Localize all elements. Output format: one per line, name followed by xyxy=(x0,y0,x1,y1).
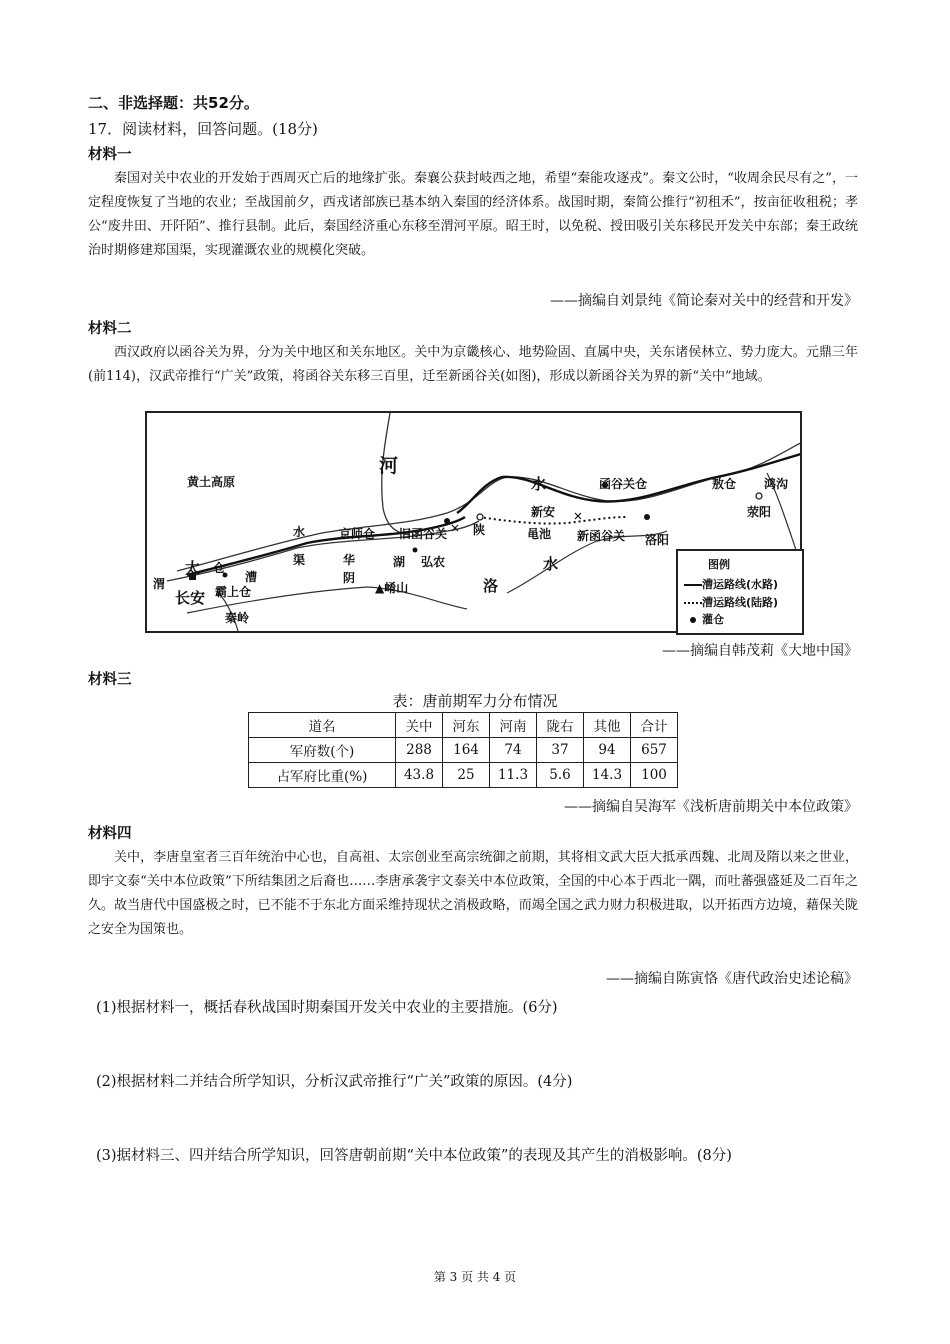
table-cell: 25 xyxy=(443,763,490,788)
label-wei: 渭 xyxy=(153,577,166,591)
table-cell: 657 xyxy=(631,738,678,763)
label-he: 河 xyxy=(379,455,399,477)
label-hongnong: 弘农 xyxy=(421,555,446,569)
table-cell: 43.8 xyxy=(396,763,443,788)
material1-source: ——摘编自刘景纯《简论秦对关中的经营和开发》 xyxy=(550,293,858,309)
table-header-cell: 道名 xyxy=(249,713,396,738)
table-row xyxy=(249,738,678,763)
label-luo: 洛 xyxy=(483,577,499,595)
material3-label: 材料三 xyxy=(88,672,132,688)
label-cang: 仓 xyxy=(213,561,226,575)
table-header-cell: 其他 xyxy=(584,713,631,738)
label-tai: 太 xyxy=(185,559,201,577)
table-header-cell: 关中 xyxy=(396,713,443,738)
table-cell: 37 xyxy=(537,738,584,763)
label-qu: 渠 xyxy=(293,553,306,567)
label-changan: 长安 xyxy=(175,589,206,607)
label-hanguguan-old: 函谷关仓 xyxy=(599,477,648,491)
table-cell: 5.6 xyxy=(537,763,584,788)
table-cell: 11.3 xyxy=(490,763,537,788)
label-xinan: 新安 xyxy=(531,505,556,519)
material1-text: 秦国对关中农业的开发始于西周灭亡后的地缘扩张。秦襄公获封岐西之地，希望“秦能攻逐戎”。秦文公时，“收周余民尽有之”，一定程度恢复了当地的农业；至战国前夕，西戎诸部族已基本纳入秦国的经济体系。战国时期，秦简公推行“初租禾”，按亩征收租税；孝公“废井田、开阡陌”、推行县制。此后，秦国经济重心东移至渭河平原。昭王时，以免税、授田吸引关东移民开发关中东部；秦王政统治时期修建郑国渠，实现灌溉农业的规模化突破。 xyxy=(88,171,858,258)
table-cell: 164 xyxy=(443,738,490,763)
label-xingyang: 荥阳 xyxy=(747,505,772,519)
legend-land-label: 漕运路线(陆路) xyxy=(702,596,779,609)
sub-question-3: (3)据材料三、四并结合所学知识，回答唐朝前期“关中本位政策”的表现及其产生的消极影响。(8分) xyxy=(96,1148,732,1164)
material2-source: ——摘编自韩茂莉《大地中国》 xyxy=(662,643,858,659)
label-yin: 阴 xyxy=(343,571,356,585)
legend-granary xyxy=(684,611,724,627)
army-distribution-table xyxy=(248,712,678,788)
label-hu: 湖 xyxy=(393,555,406,569)
sub-question-2: (2)根据材料二并结合所学知识，分析汉武帝推行“广关”政策的原因。(4分) xyxy=(96,1074,573,1090)
label-honggou: 鸿沟 xyxy=(764,477,789,491)
material3-source: ——摘编自吴海军《浅析唐前期关中本位政策》 xyxy=(564,799,858,815)
map-legend xyxy=(676,549,804,635)
material4-label: 材料四 xyxy=(88,826,132,842)
section-title: 二、非选择题：共52分。 xyxy=(88,94,259,112)
legend-water-line xyxy=(684,580,702,590)
legend-granary-label: 灌仓 xyxy=(702,613,724,626)
label-jiu-hanguguan: 旧函谷关 xyxy=(399,527,448,541)
table-cell: 288 xyxy=(396,738,443,763)
table-header-row xyxy=(249,713,678,738)
material2-label: 材料二 xyxy=(88,321,132,337)
material4-source: ——摘编自陈寅恪《唐代政治史述论稿》 xyxy=(606,971,858,987)
table-header-cell: 陇右 xyxy=(537,713,584,738)
label-shui-top: 水 xyxy=(531,475,547,493)
table-title: 表：唐前期军力分布情况 xyxy=(392,692,558,710)
legend-water-label: 漕运路线(水路) xyxy=(702,578,779,591)
label-shui-luo: 水 xyxy=(543,555,559,573)
label-mianchi: 黾池 xyxy=(527,527,552,541)
table-header-cell: 河东 xyxy=(443,713,490,738)
question-heading: 17．阅读材料，回答问题。(18分) xyxy=(88,120,318,138)
page-footer: 第 3 页 共 4 页 xyxy=(433,1270,517,1284)
label-bashangcang: 霸上仓 xyxy=(215,585,252,599)
label-shui-wei: 水 xyxy=(293,525,306,539)
table-cell: 军府数(个) xyxy=(249,738,396,763)
label-aocang: 敖仓 xyxy=(712,477,737,491)
label-jingshicang: 京师仓 xyxy=(339,527,376,541)
label-hua: 华 xyxy=(343,553,356,567)
sub-question-1: (1)根据材料一，概括春秋战国时期秦国开发关中农业的主要措施。(6分) xyxy=(96,1000,558,1016)
material1-label: 材料一 xyxy=(88,147,132,163)
label-xin-hanguguan: 新函谷关 xyxy=(577,529,626,543)
material2-text: 西汉政府以函谷关为界，分为关中地区和关东地区。关中为京畿核心、地势险固、直属中央，关东诸侯林立、势力庞大。元鼎三年(前114)，汉武帝推行“广关”政策，将函谷关东移三百里，迁至新函谷关(如图)，形成以新函谷关为界的新“关中”地域。 xyxy=(88,345,858,384)
legend-granary-dot xyxy=(684,615,702,625)
table-header-cell: 河南 xyxy=(490,713,537,738)
legend-water-route xyxy=(684,576,778,592)
table-header-cell: 合计 xyxy=(631,713,678,738)
table-cell: 94 xyxy=(584,738,631,763)
label-huangtu: 黄土高原 xyxy=(187,475,236,489)
label-qinling: 秦岭 xyxy=(225,611,250,625)
label-xiaoshan: ▲崤山 xyxy=(375,581,409,595)
legend-land-route xyxy=(684,594,778,610)
legend-title: 图例 xyxy=(708,558,730,571)
label-shan: 陕 xyxy=(473,523,486,537)
legend-land-line xyxy=(684,598,702,608)
material4-text: 关中，李唐皇室者三百年统治中心也，自高祖、太宗创业至高宗统御之前期，其将相文武大臣大抵承西魏、北周及隋以来之世业，即宇文泰“关中本位政策”下所结集团之后裔也……李唐承袭宇文泰关中本位政策，全国的中心本于西北一隅，而吐蕃强盛延及二百年之久。故当唐代中国盛极之时，已不能不于东北方面采维持现状之消极政略，而竭全国之武力财力积极进取，以开拓西方边境，藉保关陇之安全为国策也。 xyxy=(88,850,858,937)
table-cell: 14.3 xyxy=(584,763,631,788)
table-cell: 74 xyxy=(490,738,537,763)
label-luoyang: 洛阳 xyxy=(645,533,670,547)
table-cell: 100 xyxy=(631,763,678,788)
table-cell: 占军府比重(%) xyxy=(249,763,396,788)
label-cao: 漕 xyxy=(245,570,258,584)
table-row xyxy=(249,763,678,788)
